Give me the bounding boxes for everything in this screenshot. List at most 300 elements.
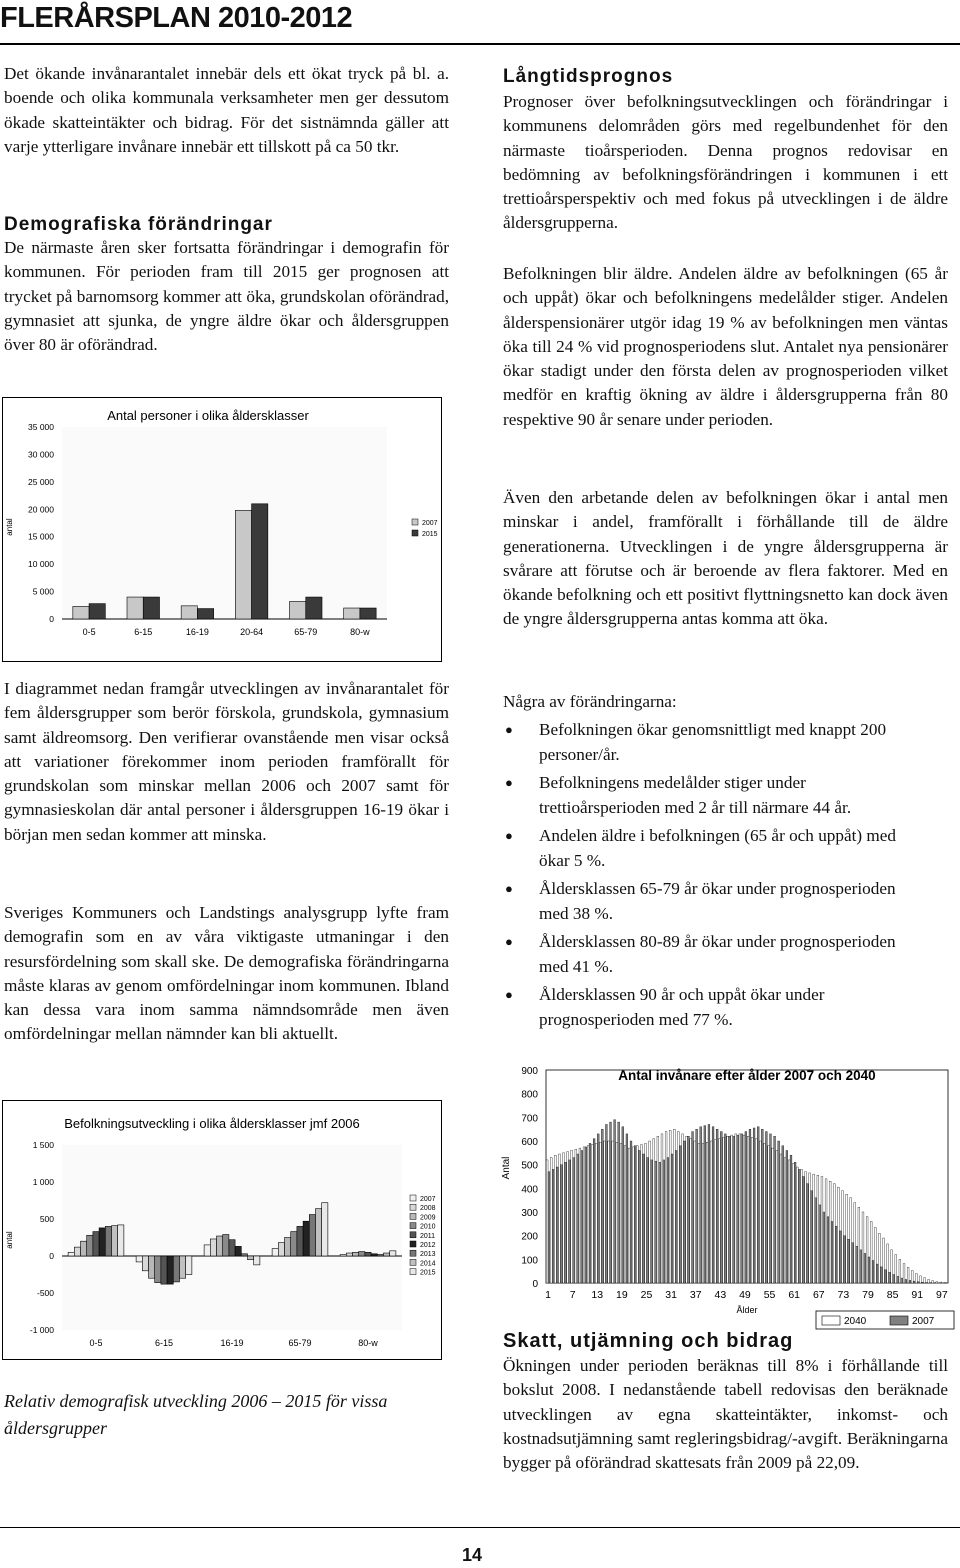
bar	[753, 1128, 755, 1283]
x-tick-label: 0-5	[82, 627, 96, 637]
bar	[677, 1132, 679, 1283]
bar	[866, 1217, 868, 1283]
bar	[757, 1127, 759, 1283]
bar	[665, 1132, 667, 1283]
bar	[569, 1160, 571, 1283]
bar	[583, 1147, 585, 1283]
bar	[761, 1129, 763, 1283]
bar	[581, 1150, 583, 1283]
demografiska-paragraph: De närmaste åren sker fortsatta förändringar i demografin för kommunen. För perioden fram till 2015 ger prognosen att trycket på barnomsorg kommer att öka, grundskolan oförändrad, gymnasiet att sjunka, de yngre äldre ökar och åldersgruppen över 80 är oförändrad.	[4, 238, 449, 355]
bar	[641, 1145, 643, 1283]
bar	[940, 1282, 942, 1283]
bar	[786, 1150, 788, 1283]
x-tick-label: 19	[616, 1289, 628, 1301]
bar	[632, 1147, 634, 1283]
bar	[917, 1282, 919, 1283]
bar	[743, 1135, 745, 1283]
bar	[663, 1160, 665, 1283]
bar	[846, 1194, 848, 1283]
legend-label: 2007	[422, 520, 438, 527]
bar	[127, 597, 143, 619]
bar	[872, 1261, 874, 1283]
skl-paragraph: Sveriges Kommuners och Landstings analysgrupp lyfte fram demografin som en av våra viktigaste utmaningar i den resursfördelning som skall ske. De demografiska förändringarna måste klaras av genom omfördelningar inom kommunen. Ibland kan dessa vara inom samma nämndsområde men även omfördelningar mellan nämnder kan bli aktuellt.	[4, 903, 449, 1044]
legend-swatch	[410, 1241, 416, 1247]
bar	[197, 609, 213, 619]
bar	[353, 1252, 359, 1256]
bar	[612, 1141, 614, 1283]
bar	[839, 1231, 841, 1283]
y-tick-label: 15 000	[28, 531, 54, 542]
bar	[924, 1278, 926, 1283]
bar	[764, 1143, 766, 1283]
legend-swatch	[410, 1213, 416, 1219]
bar	[897, 1276, 899, 1283]
bar	[604, 1141, 606, 1283]
bar	[579, 1148, 581, 1283]
bar	[718, 1139, 720, 1283]
bar	[346, 1253, 352, 1256]
bar	[806, 1184, 808, 1283]
bar	[377, 1255, 383, 1256]
bar	[831, 1221, 833, 1283]
page-number: 14	[462, 1545, 483, 1565]
bar	[768, 1146, 770, 1283]
bar	[306, 597, 322, 619]
bar	[825, 1179, 827, 1283]
bar	[577, 1154, 579, 1283]
bar	[118, 1225, 124, 1256]
bar	[870, 1221, 872, 1283]
y-tick-label: 5 000	[32, 586, 54, 597]
bar	[864, 1253, 866, 1283]
langtidsprognos-paragraph-1: Prognoser över befolkningsutvecklingen och förändringar i kommunens delområden görs med regelbundenhet för den närmaste tioårsperioden. Denna prognos redovisar en bedömning av befolkningsförändringen i kommunen i ett trettioårsperspektiv och med fokus på utvecklingen i de äldre åldersgrupperna.	[503, 92, 948, 233]
bar	[833, 1184, 835, 1283]
bar	[653, 1139, 655, 1283]
bar	[741, 1134, 743, 1283]
bar	[181, 606, 197, 619]
y-tick-label: -500	[36, 1288, 54, 1298]
bar	[136, 1256, 142, 1262]
bar	[105, 1226, 111, 1256]
y-tick-label: 30 000	[28, 449, 54, 460]
bar	[708, 1124, 710, 1283]
bar	[745, 1132, 747, 1283]
bar	[821, 1177, 823, 1284]
y-tick-label: 200	[521, 1231, 538, 1243]
bar	[714, 1140, 716, 1283]
bar	[657, 1136, 659, 1283]
legend-label: 2040	[844, 1316, 867, 1327]
x-tick-label: 20-64	[240, 627, 264, 637]
bar	[782, 1146, 784, 1283]
bar	[696, 1129, 698, 1283]
x-tick-label: 61	[788, 1289, 801, 1301]
y-tick-label: 500	[39, 1214, 54, 1224]
x-tick-label: 43	[714, 1289, 727, 1301]
bar	[645, 1143, 647, 1283]
bar	[893, 1274, 895, 1283]
bar	[620, 1143, 622, 1283]
bar	[560, 1165, 562, 1283]
bar	[835, 1226, 837, 1283]
bar	[610, 1122, 612, 1283]
y-axis-label: antal	[5, 518, 14, 536]
x-tick-label: 97	[936, 1289, 948, 1301]
bar	[601, 1129, 603, 1283]
bar	[901, 1278, 903, 1283]
legend-label: 2007	[912, 1316, 935, 1327]
bar	[634, 1146, 636, 1283]
bar	[675, 1150, 677, 1283]
list-item: ● Befolkningen ökar genomsnittligt med knappt 200 personer/år.	[503, 718, 923, 767]
x-tick-label: 79	[862, 1289, 874, 1301]
x-tick-label: 49	[739, 1289, 751, 1301]
y-tick-label: 100	[521, 1255, 538, 1267]
bar	[794, 1162, 796, 1283]
legend-swatch	[410, 1259, 416, 1265]
bar	[842, 1191, 844, 1283]
bar	[749, 1129, 751, 1283]
bar	[254, 1256, 260, 1265]
y-tick-label: 1 500	[32, 1140, 54, 1150]
bar	[651, 1160, 653, 1283]
bar	[770, 1134, 772, 1283]
plot-area	[62, 427, 387, 619]
legend-swatch	[410, 1250, 416, 1256]
y-tick-label: 600	[521, 1137, 538, 1148]
bar	[556, 1167, 558, 1283]
bar	[550, 1158, 552, 1283]
bar	[688, 1136, 690, 1283]
bar	[813, 1174, 815, 1283]
bar	[554, 1155, 556, 1283]
bar	[173, 1256, 179, 1282]
bar	[850, 1198, 852, 1283]
bar	[89, 604, 105, 619]
bar	[571, 1150, 573, 1283]
y-tick-label: 300	[521, 1208, 538, 1219]
bar	[823, 1212, 825, 1283]
bar	[315, 1209, 321, 1256]
bar	[567, 1152, 569, 1283]
y-tick-label: -1 000	[29, 1325, 54, 1335]
x-tick-label: 13	[591, 1289, 604, 1301]
bar	[616, 1142, 618, 1283]
bar	[235, 1246, 241, 1256]
bar	[712, 1127, 714, 1283]
bar	[848, 1239, 850, 1283]
skatt-heading: Skatt, utjämning och bidrag	[503, 1330, 794, 1352]
bar	[87, 1235, 93, 1256]
bar	[856, 1246, 858, 1283]
legend-label: 2014	[420, 1260, 436, 1268]
bar	[667, 1158, 669, 1283]
list-item: ● Åldersklassen 80-89 år ökar under prognosperioden med 41 %.	[503, 930, 923, 979]
legend-swatch	[410, 1204, 416, 1210]
bar	[735, 1134, 737, 1283]
bar	[161, 1256, 167, 1284]
bar	[852, 1243, 854, 1283]
chart-antal-personer	[2, 397, 442, 662]
bar	[649, 1141, 651, 1283]
bar	[899, 1259, 901, 1283]
bar	[802, 1177, 804, 1284]
bar	[591, 1145, 593, 1283]
bar	[751, 1137, 753, 1283]
bar	[880, 1267, 882, 1283]
bar	[876, 1264, 878, 1283]
bar	[792, 1163, 794, 1283]
y-tick-label: 35 000	[28, 422, 54, 432]
bar	[884, 1270, 886, 1283]
x-tick-label: 0-5	[89, 1338, 103, 1348]
bar	[854, 1203, 856, 1283]
legend-swatch	[410, 1232, 416, 1238]
demografiska-heading: Demografiska förändringar	[4, 214, 273, 235]
bar	[600, 1142, 602, 1283]
bar	[322, 1203, 328, 1256]
bar	[704, 1126, 706, 1283]
bar	[647, 1158, 649, 1283]
chart-caption: Relativ demografisk utveckling 2006 – 2015 för vissa åldersgrupper	[4, 1391, 388, 1438]
legend-label: 2015	[422, 531, 438, 538]
bar	[739, 1134, 741, 1283]
bar	[747, 1136, 749, 1283]
bar	[595, 1143, 597, 1283]
x-tick-label: 73	[837, 1289, 850, 1301]
x-tick-label: 16-19	[220, 1338, 244, 1348]
legend-swatch	[412, 530, 418, 536]
skatt-paragraph: Ökningen under perioden beräknas till 8% i förhållande till bokslut 2008. I nedanstående tabell redovisas den beräknade utvecklingen av egna skatteintäkter, inkomst- och kostnadsutjämning samt regleringsbidrag/-avgift. Beräkningarna bygger på oförändrad skattesats från 2009 på 22,09.	[503, 1356, 948, 1473]
legend-label: 2011	[420, 1232, 436, 1240]
bar	[669, 1130, 671, 1283]
bar	[784, 1158, 786, 1283]
bar	[548, 1172, 550, 1283]
list-intro: Några av förändringarna:	[503, 692, 677, 711]
bar	[694, 1141, 696, 1283]
bar	[111, 1226, 117, 1256]
bar	[235, 510, 251, 619]
bar	[589, 1143, 591, 1283]
x-tick-label: 6-15	[134, 627, 153, 637]
y-tick-label: 500	[521, 1160, 538, 1172]
bar	[340, 1255, 346, 1256]
legend-label: 2015	[420, 1269, 436, 1277]
legend-swatch	[410, 1223, 416, 1229]
bar	[359, 1252, 365, 1256]
bar	[700, 1127, 702, 1283]
x-tick-label: 37	[689, 1289, 702, 1301]
bar	[819, 1205, 821, 1283]
bar	[143, 597, 159, 619]
y-tick-label: 20 000	[28, 504, 54, 515]
bar	[597, 1134, 599, 1283]
legend-label: 2012	[420, 1242, 436, 1249]
y-tick-label: 700	[521, 1113, 538, 1125]
x-tick-label: 7	[569, 1289, 576, 1301]
bar	[843, 1236, 845, 1283]
bar	[638, 1150, 640, 1283]
legend-swatch	[890, 1316, 908, 1325]
bar	[706, 1142, 708, 1283]
bar	[99, 1228, 105, 1256]
y-tick-label: 0	[49, 1251, 54, 1261]
y-tick-label: 800	[521, 1089, 538, 1101]
bar	[683, 1141, 685, 1283]
bar	[247, 1256, 253, 1260]
bar	[383, 1253, 389, 1256]
x-tick-label: 91	[911, 1289, 924, 1301]
bar	[223, 1235, 229, 1256]
bar	[780, 1154, 782, 1283]
bar	[772, 1148, 774, 1283]
bar	[186, 1256, 192, 1275]
bar	[552, 1169, 554, 1283]
bar	[716, 1129, 718, 1283]
y-tick-label: 10 000	[28, 559, 54, 570]
bar	[303, 1221, 309, 1256]
bar	[860, 1250, 862, 1283]
bar	[936, 1282, 938, 1283]
bar	[805, 1172, 807, 1283]
legend-label: 2008	[420, 1205, 436, 1213]
bar	[724, 1134, 726, 1283]
bar	[622, 1127, 624, 1283]
bar	[932, 1281, 934, 1283]
bar	[204, 1245, 210, 1256]
bar	[624, 1146, 626, 1283]
bar	[587, 1146, 589, 1283]
bar	[655, 1161, 657, 1283]
x-tick-label: 65-79	[288, 1338, 312, 1348]
bar	[887, 1244, 889, 1283]
bar	[682, 1134, 684, 1283]
bar	[661, 1134, 663, 1283]
bar	[702, 1143, 704, 1283]
list-item: ● Befolkningens medelålder stiger under trettioårsperioden med 2 år till närmare 44 år.	[503, 771, 923, 820]
x-tick-label: 80-w	[358, 1338, 378, 1348]
bar	[889, 1272, 891, 1283]
bar	[733, 1136, 735, 1283]
bar	[241, 1254, 247, 1256]
bar	[727, 1136, 729, 1283]
bar	[690, 1139, 692, 1283]
bar	[798, 1169, 800, 1283]
bar	[710, 1141, 712, 1283]
bar	[760, 1141, 762, 1283]
bar	[179, 1256, 185, 1278]
bar	[809, 1173, 811, 1283]
bar	[755, 1139, 757, 1283]
x-tick-label: 31	[665, 1289, 677, 1301]
bar	[573, 1158, 575, 1283]
bar	[862, 1212, 864, 1283]
x-tick-label: 6-15	[154, 1338, 174, 1348]
bar	[883, 1238, 885, 1283]
chart-befolkningsutveckling	[2, 1100, 442, 1360]
bar	[673, 1129, 675, 1283]
bar	[217, 1236, 223, 1256]
y-tick-label: 900	[521, 1066, 538, 1077]
bar	[285, 1238, 291, 1257]
x-tick-label: 65-79	[294, 627, 318, 637]
header-rule	[0, 43, 960, 45]
bar	[903, 1264, 905, 1283]
bar	[731, 1135, 733, 1283]
bar	[765, 1132, 767, 1283]
diagram-paragraph: I diagrammet nedan framgår utvecklingen av invånarantalet för fem åldersgrupper som berör förskola, grundskola, gymnasium samt äldreomsorg. Den verifierar ovanstående men visar också att variationer förekommer inom perioden framförallt för grundskolan som minskar mellan 2006 och 2007 samt för gymnasieskolan där antal personer i åldersgruppen 16-19 ökar i början men sedan kommer att minska.	[4, 679, 449, 844]
bar	[909, 1280, 911, 1283]
bar	[630, 1141, 632, 1283]
legend-swatch	[410, 1269, 416, 1275]
chart-title: Befolkningsutveckling i olika åldersklasser jmf 2006	[64, 1116, 360, 1131]
bar	[737, 1135, 739, 1283]
bar	[360, 608, 376, 619]
bar	[626, 1134, 628, 1283]
bar	[913, 1281, 915, 1283]
bar	[692, 1132, 694, 1283]
bar	[907, 1267, 909, 1283]
bar	[229, 1240, 235, 1256]
list-item: ● Åldersklassen 90 år och uppåt ökar under prognosperioden med 77 %.	[503, 983, 923, 1032]
bar	[564, 1162, 566, 1283]
bar	[796, 1167, 798, 1283]
bar	[563, 1153, 565, 1283]
bar	[905, 1279, 907, 1283]
chart-antal-invanare	[496, 1058, 958, 1336]
bar	[686, 1136, 688, 1283]
bar	[272, 1249, 278, 1256]
x-tick-label: 16-19	[185, 627, 209, 637]
bar	[155, 1256, 161, 1283]
document-header-title: FLERÅRSPLAN 2010-2012	[0, 2, 353, 34]
bar	[837, 1187, 839, 1283]
bar	[659, 1162, 661, 1283]
y-tick-label: 25 000	[28, 476, 54, 487]
bar	[895, 1255, 897, 1283]
bar	[776, 1150, 778, 1283]
legend-swatch	[822, 1316, 840, 1325]
legend-label: 2007	[420, 1196, 436, 1203]
x-tick-label: 80-w	[350, 627, 370, 637]
bar	[73, 606, 89, 619]
x-axis-label: Ålder	[736, 1305, 758, 1315]
y-tick-label: 1 000	[32, 1177, 54, 1187]
legend-label: 2010	[420, 1223, 436, 1231]
bar	[252, 504, 268, 619]
bar	[142, 1256, 148, 1271]
legend-label: 2009	[420, 1214, 436, 1222]
x-tick-label: 55	[763, 1289, 776, 1301]
bar	[575, 1149, 577, 1283]
x-tick-label: 25	[640, 1289, 653, 1301]
legend-swatch	[410, 1195, 416, 1201]
bar	[290, 601, 306, 619]
bar	[679, 1146, 681, 1283]
bar	[74, 1247, 80, 1256]
bar	[593, 1139, 595, 1283]
x-tick-label: 1	[545, 1289, 551, 1301]
bar	[874, 1227, 876, 1283]
bar	[788, 1160, 790, 1283]
bar	[291, 1232, 297, 1256]
legend-label: 2013	[420, 1251, 436, 1259]
bar	[636, 1146, 638, 1283]
y-axis-label: Antal	[501, 1156, 512, 1180]
x-tick-label: 67	[812, 1289, 825, 1301]
bar	[720, 1132, 722, 1283]
bar	[297, 1226, 303, 1256]
